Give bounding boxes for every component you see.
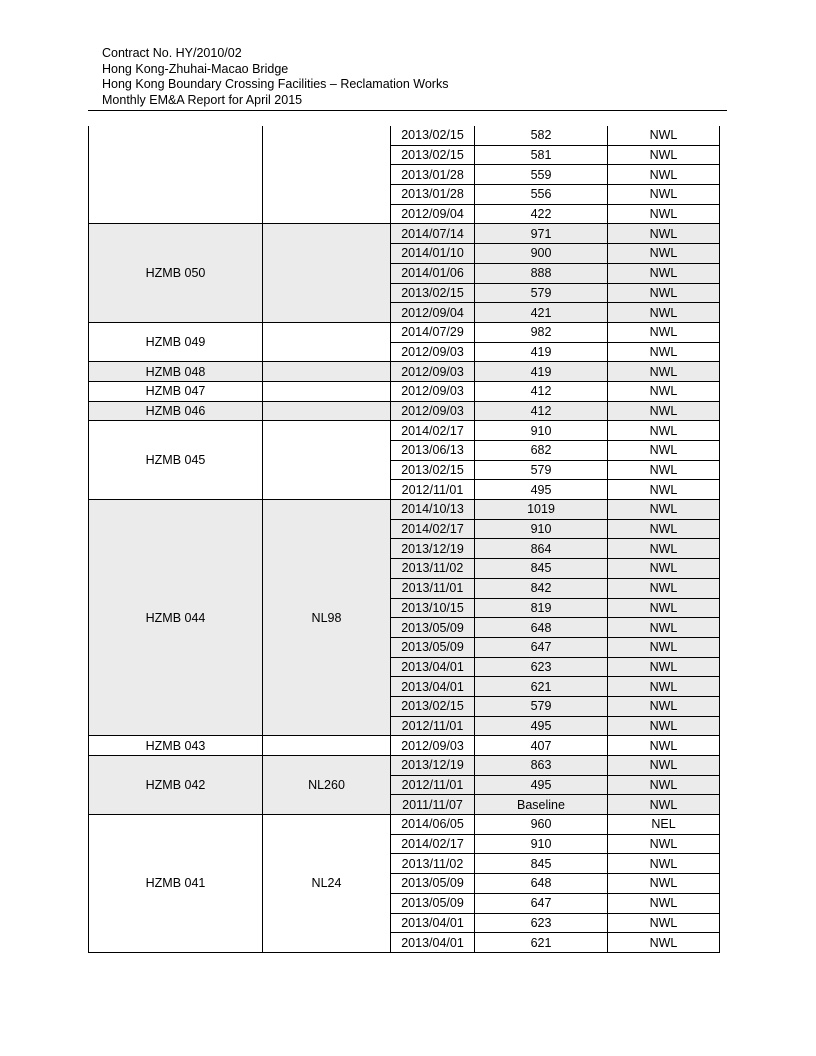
- date-cell: 2013/05/09: [391, 637, 475, 657]
- date-cell: 2013/04/01: [391, 657, 475, 677]
- level-cell: NWL: [608, 421, 720, 441]
- remark-cell: [263, 322, 391, 361]
- value-cell: 421: [475, 303, 608, 323]
- date-cell: 2013/01/28: [391, 165, 475, 185]
- level-cell: NWL: [608, 244, 720, 264]
- date-cell: 2013/06/13: [391, 441, 475, 461]
- level-cell: NWL: [608, 716, 720, 736]
- date-cell: 2012/09/03: [391, 401, 475, 421]
- value-cell: 579: [475, 283, 608, 303]
- station-cell: HZMB 047: [89, 381, 263, 401]
- level-cell: NWL: [608, 578, 720, 598]
- station-cell: HZMB 049: [89, 322, 263, 361]
- value-cell: 412: [475, 381, 608, 401]
- value-cell: 819: [475, 598, 608, 618]
- date-cell: 2013/11/02: [391, 559, 475, 579]
- date-cell: 2012/11/01: [391, 716, 475, 736]
- date-cell: 2013/10/15: [391, 598, 475, 618]
- level-cell: NWL: [608, 539, 720, 559]
- value-cell: 648: [475, 618, 608, 638]
- level-cell: NWL: [608, 657, 720, 677]
- value-cell: 845: [475, 559, 608, 579]
- date-cell: 2013/04/01: [391, 913, 475, 933]
- value-cell: 647: [475, 893, 608, 913]
- remark-cell: [263, 421, 391, 500]
- date-cell: 2013/05/09: [391, 874, 475, 894]
- header-divider: [88, 110, 727, 111]
- value-cell: 960: [475, 815, 608, 835]
- level-cell: NWL: [608, 224, 720, 244]
- level-cell: NWL: [608, 480, 720, 500]
- level-cell: NWL: [608, 519, 720, 539]
- date-cell: 2013/01/28: [391, 185, 475, 205]
- date-cell: 2013/04/01: [391, 933, 475, 953]
- date-cell: 2014/02/17: [391, 834, 475, 854]
- station-cell: HZMB 046: [89, 401, 263, 421]
- level-cell: NWL: [608, 460, 720, 480]
- value-cell: 621: [475, 933, 608, 953]
- value-cell: 621: [475, 677, 608, 697]
- facility-name: Hong Kong Boundary Crossing Facilities – Reclamation Works: [102, 77, 449, 91]
- level-cell: NWL: [608, 637, 720, 657]
- level-cell: NWL: [608, 342, 720, 362]
- station-cell: HZMB 044: [89, 500, 263, 736]
- value-cell: 495: [475, 480, 608, 500]
- date-cell: 2014/02/17: [391, 421, 475, 441]
- project-name: Hong Kong-Zhuhai-Macao Bridge: [102, 61, 289, 76]
- table-row: [89, 756, 720, 776]
- remark-cell: [263, 224, 391, 322]
- value-cell: 982: [475, 322, 608, 342]
- remark-cell: [263, 736, 391, 756]
- value-cell: 419: [475, 342, 608, 362]
- remark-cell: [263, 401, 391, 421]
- table-row: [89, 815, 720, 835]
- remark-cell: [263, 381, 391, 401]
- value-cell: 910: [475, 834, 608, 854]
- date-cell: 2013/05/09: [391, 893, 475, 913]
- date-cell: 2013/02/15: [391, 126, 475, 145]
- report-header: [102, 46, 448, 108]
- value-cell: 888: [475, 263, 608, 283]
- value-cell: 582: [475, 126, 608, 145]
- level-cell: NWL: [608, 362, 720, 382]
- contract-number: Contract No. HY/2010/02: [102, 46, 242, 60]
- level-cell: NWL: [608, 854, 720, 874]
- remark-cell: [263, 126, 391, 224]
- level-cell: NWL: [608, 263, 720, 283]
- value-cell: 842: [475, 578, 608, 598]
- level-cell: NWL: [608, 756, 720, 776]
- value-cell: 623: [475, 913, 608, 933]
- table-row: [89, 224, 720, 244]
- remark-cell: NL24: [263, 815, 391, 953]
- date-cell: 2014/02/17: [391, 519, 475, 539]
- table-row: [89, 126, 720, 145]
- date-cell: 2013/12/19: [391, 756, 475, 776]
- level-cell: NWL: [608, 303, 720, 323]
- survey-log-body: [89, 126, 720, 952]
- date-cell: 2014/01/06: [391, 263, 475, 283]
- level-cell: NWL: [608, 126, 720, 145]
- level-cell: NWL: [608, 185, 720, 205]
- date-cell: 2012/09/03: [391, 381, 475, 401]
- date-cell: 2014/07/29: [391, 322, 475, 342]
- level-cell: NWL: [608, 696, 720, 716]
- level-cell: NWL: [608, 677, 720, 697]
- date-cell: 2014/10/13: [391, 500, 475, 520]
- date-cell: 2012/11/01: [391, 775, 475, 795]
- value-cell: Baseline: [475, 795, 608, 815]
- value-cell: 971: [475, 224, 608, 244]
- date-cell: 2013/11/01: [391, 578, 475, 598]
- date-cell: 2012/11/01: [391, 480, 475, 500]
- value-cell: 495: [475, 775, 608, 795]
- level-cell: NWL: [608, 322, 720, 342]
- value-cell: 556: [475, 185, 608, 205]
- date-cell: 2013/02/15: [391, 460, 475, 480]
- survey-log-table: [88, 126, 720, 953]
- report-period: Monthly EM&A Report for April 2015: [102, 92, 303, 107]
- level-cell: NWL: [608, 145, 720, 165]
- date-cell: 2012/09/03: [391, 736, 475, 756]
- date-cell: 2013/02/15: [391, 145, 475, 165]
- station-cell: HZMB 042: [89, 756, 263, 815]
- table-row: [89, 401, 720, 421]
- level-cell: NWL: [608, 283, 720, 303]
- value-cell: 559: [475, 165, 608, 185]
- table-row: [89, 362, 720, 382]
- value-cell: 864: [475, 539, 608, 559]
- value-cell: 910: [475, 519, 608, 539]
- table-row: [89, 421, 720, 441]
- station-cell: HZMB 043: [89, 736, 263, 756]
- value-cell: 407: [475, 736, 608, 756]
- level-cell: NWL: [608, 775, 720, 795]
- value-cell: 419: [475, 362, 608, 382]
- level-cell: NWL: [608, 795, 720, 815]
- level-cell: NWL: [608, 381, 720, 401]
- level-cell: NWL: [608, 559, 720, 579]
- date-cell: 2012/09/03: [391, 342, 475, 362]
- table-row: [89, 736, 720, 756]
- level-cell: NWL: [608, 401, 720, 421]
- level-cell: NWL: [608, 165, 720, 185]
- date-cell: 2012/09/03: [391, 362, 475, 382]
- date-cell: 2012/09/04: [391, 204, 475, 224]
- level-cell: NWL: [608, 933, 720, 953]
- date-cell: 2011/11/07: [391, 795, 475, 815]
- value-cell: 623: [475, 657, 608, 677]
- station-cell: HZMB 050: [89, 224, 263, 322]
- value-cell: 412: [475, 401, 608, 421]
- date-cell: 2013/02/15: [391, 696, 475, 716]
- remark-cell: NL260: [263, 756, 391, 815]
- value-cell: 579: [475, 460, 608, 480]
- level-cell: NWL: [608, 874, 720, 894]
- value-cell: 648: [475, 874, 608, 894]
- table-row: [89, 381, 720, 401]
- station-cell: [89, 126, 263, 224]
- date-cell: 2013/12/19: [391, 539, 475, 559]
- level-cell: NWL: [608, 893, 720, 913]
- level-cell: NWL: [608, 736, 720, 756]
- level-cell: NWL: [608, 834, 720, 854]
- station-cell: HZMB 045: [89, 421, 263, 500]
- table-row: [89, 500, 720, 520]
- remark-cell: [263, 362, 391, 382]
- date-cell: 2014/06/05: [391, 815, 475, 835]
- date-cell: 2013/04/01: [391, 677, 475, 697]
- date-cell: 2013/05/09: [391, 618, 475, 638]
- level-cell: NEL: [608, 815, 720, 835]
- value-cell: 845: [475, 854, 608, 874]
- value-cell: 422: [475, 204, 608, 224]
- value-cell: 682: [475, 441, 608, 461]
- value-cell: 579: [475, 696, 608, 716]
- date-cell: 2014/07/14: [391, 224, 475, 244]
- remark-cell: NL98: [263, 500, 391, 736]
- value-cell: 863: [475, 756, 608, 776]
- table-row: [89, 322, 720, 342]
- level-cell: NWL: [608, 204, 720, 224]
- value-cell: 581: [475, 145, 608, 165]
- station-cell: HZMB 041: [89, 815, 263, 953]
- value-cell: 1019: [475, 500, 608, 520]
- value-cell: 910: [475, 421, 608, 441]
- value-cell: 647: [475, 637, 608, 657]
- station-cell: HZMB 048: [89, 362, 263, 382]
- value-cell: 900: [475, 244, 608, 264]
- date-cell: 2013/02/15: [391, 283, 475, 303]
- level-cell: NWL: [608, 913, 720, 933]
- level-cell: NWL: [608, 500, 720, 520]
- date-cell: 2013/11/02: [391, 854, 475, 874]
- date-cell: 2014/01/10: [391, 244, 475, 264]
- level-cell: NWL: [608, 441, 720, 461]
- level-cell: NWL: [608, 618, 720, 638]
- value-cell: 495: [475, 716, 608, 736]
- level-cell: NWL: [608, 598, 720, 618]
- date-cell: 2012/09/04: [391, 303, 475, 323]
